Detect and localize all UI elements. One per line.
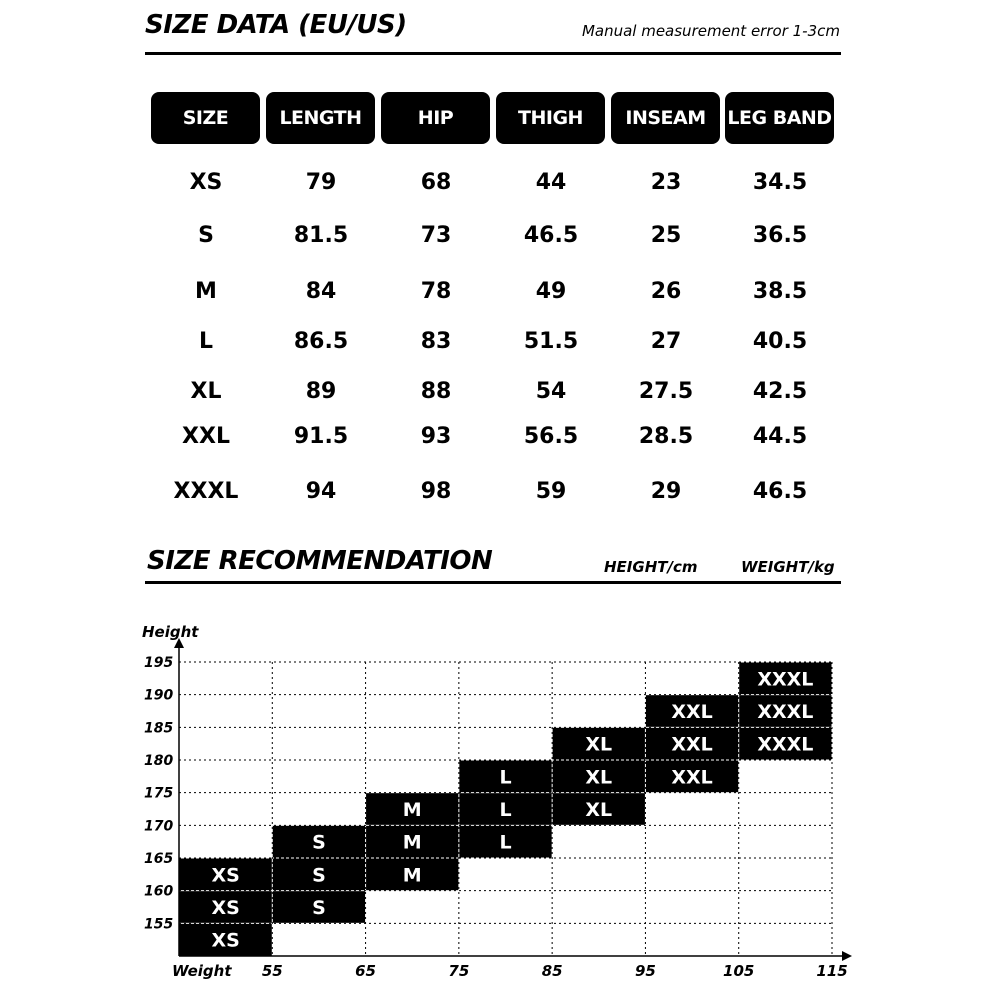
y-tick-label: 170 xyxy=(144,818,174,835)
size-label: L xyxy=(198,329,214,354)
size-block-label: XL xyxy=(585,766,613,789)
table-cell: 40.5 xyxy=(752,329,808,354)
x-tick-label: 65 xyxy=(355,962,377,980)
table-cell: 49 xyxy=(535,279,567,304)
size-block-label: XXL xyxy=(671,733,713,756)
table-cell: 89 xyxy=(305,379,337,404)
table-cell: 27 xyxy=(650,329,682,354)
table-cell: 94 xyxy=(305,479,337,504)
table-cell: 36.5 xyxy=(752,223,808,248)
table-cell: 23 xyxy=(650,170,682,195)
table-cell: 68 xyxy=(420,170,452,195)
table-cell: 44.5 xyxy=(752,424,808,449)
size-block-label: L xyxy=(499,799,512,821)
table-cell: 93 xyxy=(420,424,452,449)
column-header-thigh: THIGH xyxy=(496,92,605,144)
size-block-label: S xyxy=(312,864,326,887)
table-cell: 51.5 xyxy=(523,329,579,354)
x-tick-label: 105 xyxy=(723,962,755,980)
size-block-label: XS xyxy=(211,897,240,919)
table-cell: 59 xyxy=(535,479,567,504)
x-tick-label: 95 xyxy=(634,962,656,980)
table-cell: 34.5 xyxy=(752,170,808,195)
size-label: S xyxy=(198,223,214,248)
size-recommendation-title: SIZE RECOMMENDATION xyxy=(147,546,493,576)
table-cell: 42.5 xyxy=(752,379,808,404)
size-label: XXXL xyxy=(173,479,239,504)
table-cell: 44 xyxy=(535,170,567,195)
size-block-label: S xyxy=(312,831,326,854)
table-cell: 91.5 xyxy=(293,424,349,449)
y-tick-label: 185 xyxy=(144,720,174,737)
size-data-title: SIZE DATA (EU/US) xyxy=(145,10,407,40)
table-cell: 86.5 xyxy=(293,329,349,354)
size-block-label: M xyxy=(402,831,422,854)
table-cell: 46.5 xyxy=(523,223,579,248)
size-block-label: XXXL xyxy=(757,733,814,756)
size-block-label: XS xyxy=(211,864,240,887)
y-tick-label: 180 xyxy=(144,753,174,769)
table-cell: 25 xyxy=(650,223,682,248)
size-block-label: XS xyxy=(211,929,240,952)
column-header-hip: HIP xyxy=(381,92,490,144)
table-cell: 84 xyxy=(305,279,337,304)
x-tick-label: 115 xyxy=(816,962,848,980)
size-block-label: XL xyxy=(585,799,613,821)
size-label: XL xyxy=(190,379,222,404)
x-axis-arrow-icon xyxy=(842,951,852,961)
y-tick-label: 155 xyxy=(144,916,174,933)
column-header-inseam: INSEAM xyxy=(611,92,720,144)
column-header-size: SIZE xyxy=(151,92,260,144)
size-label: XS xyxy=(189,170,223,195)
measurement-note: Manual measurement error 1-3cm xyxy=(581,22,840,40)
y-tick-label: 190 xyxy=(144,687,174,704)
y-axis-label: Height xyxy=(142,623,199,641)
x-axis-label: Weight xyxy=(172,962,232,980)
table-cell: 38.5 xyxy=(752,279,808,304)
size-block-label: XXL xyxy=(671,701,713,723)
table-cell: 46.5 xyxy=(752,479,808,504)
table-cell: 73 xyxy=(420,223,452,248)
table-cell: 29 xyxy=(650,479,682,504)
table-cell: 83 xyxy=(420,329,452,354)
size-block-label: L xyxy=(499,766,512,789)
size-block-label: M xyxy=(402,864,422,887)
table-cell: 56.5 xyxy=(523,424,579,449)
x-tick-label: 75 xyxy=(448,962,470,980)
y-tick-label: 160 xyxy=(144,883,174,900)
table-cell: 98 xyxy=(420,479,452,504)
size-label: M xyxy=(195,279,217,304)
table-cell: 79 xyxy=(305,170,337,195)
table-cell: 28.5 xyxy=(638,424,694,449)
table-cell: 27.5 xyxy=(638,379,694,404)
column-header-leg-band: LEG BAND xyxy=(725,92,834,144)
table-cell: 81.5 xyxy=(293,223,349,248)
x-tick-label: 55 xyxy=(261,962,283,980)
size-block-label: XL xyxy=(585,733,613,756)
size-label: XXL xyxy=(182,424,230,449)
size-block-label: M xyxy=(402,799,422,821)
weight-unit-label: WEIGHT/kg xyxy=(741,558,835,576)
y-tick-label: 195 xyxy=(144,655,174,671)
size-block-label: XXXL xyxy=(757,701,814,723)
y-tick-label: 165 xyxy=(144,851,174,867)
table-cell: 88 xyxy=(420,379,452,404)
size-block-label: XXXL xyxy=(757,668,814,691)
y-tick-label: 175 xyxy=(144,785,174,802)
table-cell: 78 xyxy=(420,279,452,304)
column-header-length: LENGTH xyxy=(266,92,375,144)
size-block-label: XXL xyxy=(671,766,713,789)
table-cell: 26 xyxy=(650,279,682,304)
table-cell: 54 xyxy=(535,379,567,404)
size-block-label: L xyxy=(499,831,512,854)
height-unit-label: HEIGHT/cm xyxy=(604,558,698,576)
size-block-label: S xyxy=(312,897,326,919)
x-tick-label: 85 xyxy=(541,962,563,980)
